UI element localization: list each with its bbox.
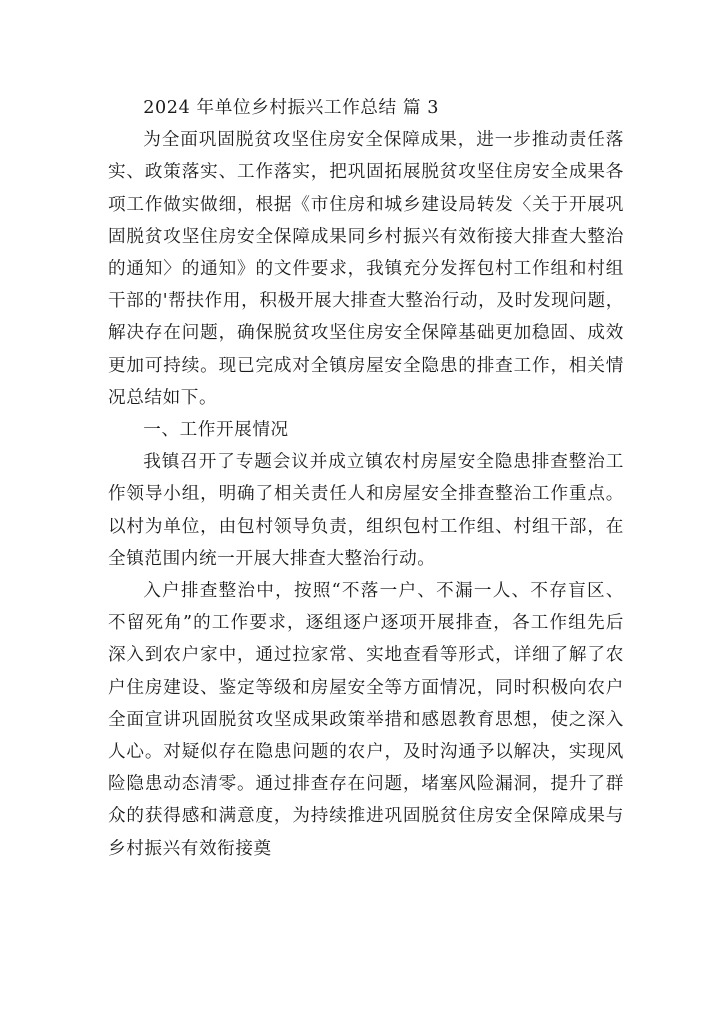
section-heading: 一、工作开展情况 (143, 420, 289, 441)
document-title: 2024 年单位乡村振兴工作总结 篇 3 (143, 98, 440, 118)
intro-paragraph: 为全面巩固脱贫攻坚住房安全保障成果，进一步推动责任落实、政策落实、工作落实，把巩固拓展脱贫攻坚住房安全成果各项工作做实做细，根据《市住房和城乡建设局转发〈关于开展巩固脱贫攻坚住房安全保障成果同乡村振兴有效衔接大排查大整治的通知〉的通知》的文件要求，我镇充分发挥包村工作组和村组干部的'帮扶作用，积极开展大排查大整治行动，及时发现问题，解决存在问题，确保脱贫攻坚住房安全保障基础更加稳固、成效更加可持续。现已完成对全镇房屋安全隐患的排查工作，相关情况总结如下。 (108, 130, 624, 408)
section-paragraph-2: 入户排查整治中，按照“不落一户、不漏一人、不存盲区、不留死角”的工作要求，逐组逐户逐项开展排查，各工作组先后深入到农户家中，通过拉家常、实地查看等形式，详细了解了农户住房建设、鉴定等级和房屋安全等方面情况，同时积极向农户全面宣讲巩固脱贫攻坚成果政策举措和感恩教育思想，使之深入人心。对疑似存在隐患问题的农户，及时沟通予以解决，实现风险隐患动态清零。通过排查存在问题，堵塞风险漏洞，提升了群众的获得感和满意度，为持续推进巩固脱贫住房安全保障成果与乡村振兴有效衔接奠 (108, 581, 624, 859)
section-paragraph-1: 我镇召开了专题会议并成立镇农村房屋安全隐患排查整治工作领导小组，明确了相关责任人和房屋安全排查整治工作重点。以村为单位，由包村领导负责，组织包村工作组、村组干部，在全镇范围内统一开展大排查大整治行动。 (108, 452, 624, 569)
document-body (108, 92, 624, 865)
